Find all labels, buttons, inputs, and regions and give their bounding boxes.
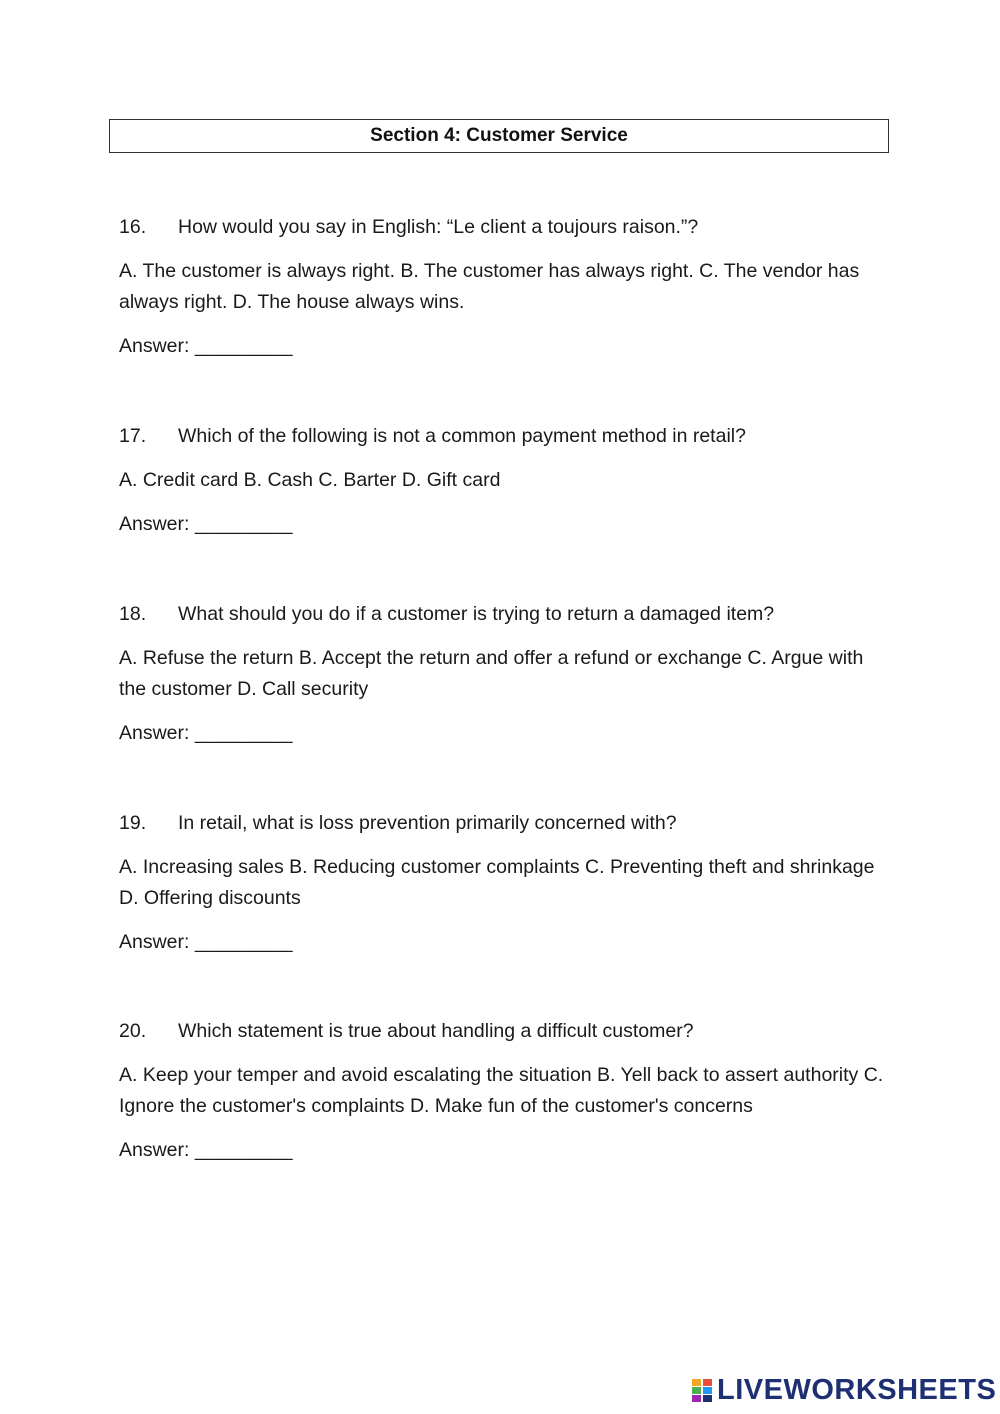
logo-blocks-icon bbox=[692, 1377, 714, 1403]
question-text: How would you say in English: “Le client a toujours raison.”? bbox=[178, 216, 699, 238]
answer-field[interactable]: Answer: _________ bbox=[119, 722, 293, 744]
question-number: 19. bbox=[119, 812, 147, 834]
question-16 bbox=[119, 212, 889, 361]
question-prompt bbox=[119, 599, 889, 629]
question-text: Which of the following is not a common payment method in retail? bbox=[178, 425, 746, 447]
answer-field[interactable]: Answer: _________ bbox=[119, 513, 293, 535]
question-18 bbox=[119, 599, 889, 748]
question-prompt bbox=[119, 1016, 889, 1046]
section-header bbox=[109, 119, 889, 153]
question-options: A. Refuse the return B. Accept the return and offer a refund or exchange C. Argue with the customer D. Call security bbox=[119, 647, 864, 700]
question-prompt bbox=[119, 808, 889, 838]
question-options: A. Credit card B. Cash C. Barter D. Gift card bbox=[119, 469, 501, 491]
question-prompt bbox=[119, 421, 889, 451]
answer-field[interactable]: Answer: _________ bbox=[119, 1139, 293, 1161]
question-options: A. Increasing sales B. Reducing customer complaints C. Preventing theft and shrinkage D. Offering discounts bbox=[119, 856, 875, 909]
question-number: 20. bbox=[119, 1020, 147, 1042]
section-title: Section 4: Customer Service bbox=[370, 125, 628, 146]
question-number: 17. bbox=[119, 425, 147, 447]
question-17 bbox=[119, 421, 889, 539]
question-number: 16. bbox=[119, 216, 147, 238]
answer-field[interactable]: Answer: _________ bbox=[119, 931, 293, 953]
question-20 bbox=[119, 1016, 889, 1165]
liveworksheets-logo bbox=[692, 1374, 996, 1406]
question-text: In retail, what is loss prevention primarily concerned with? bbox=[178, 812, 677, 834]
question-prompt bbox=[119, 212, 889, 242]
question-text: What should you do if a customer is trying to return a damaged item? bbox=[178, 603, 775, 625]
question-options: A. Keep your temper and avoid escalating the situation B. Yell back to assert authority C. Ignore the customer's complaints D. Make fun of the customer's concerns bbox=[119, 1064, 884, 1117]
question-19 bbox=[119, 808, 889, 957]
question-number: 18. bbox=[119, 603, 147, 625]
question-text: Which statement is true about handling a difficult customer? bbox=[178, 1020, 694, 1042]
logo-text: LIVEWORKSHEETS bbox=[717, 1373, 997, 1406]
question-options: A. The customer is always right. B. The customer has always right. C. The vendor has always right. D. The house always wins. bbox=[119, 260, 860, 313]
answer-field[interactable]: Answer: _________ bbox=[119, 335, 293, 357]
